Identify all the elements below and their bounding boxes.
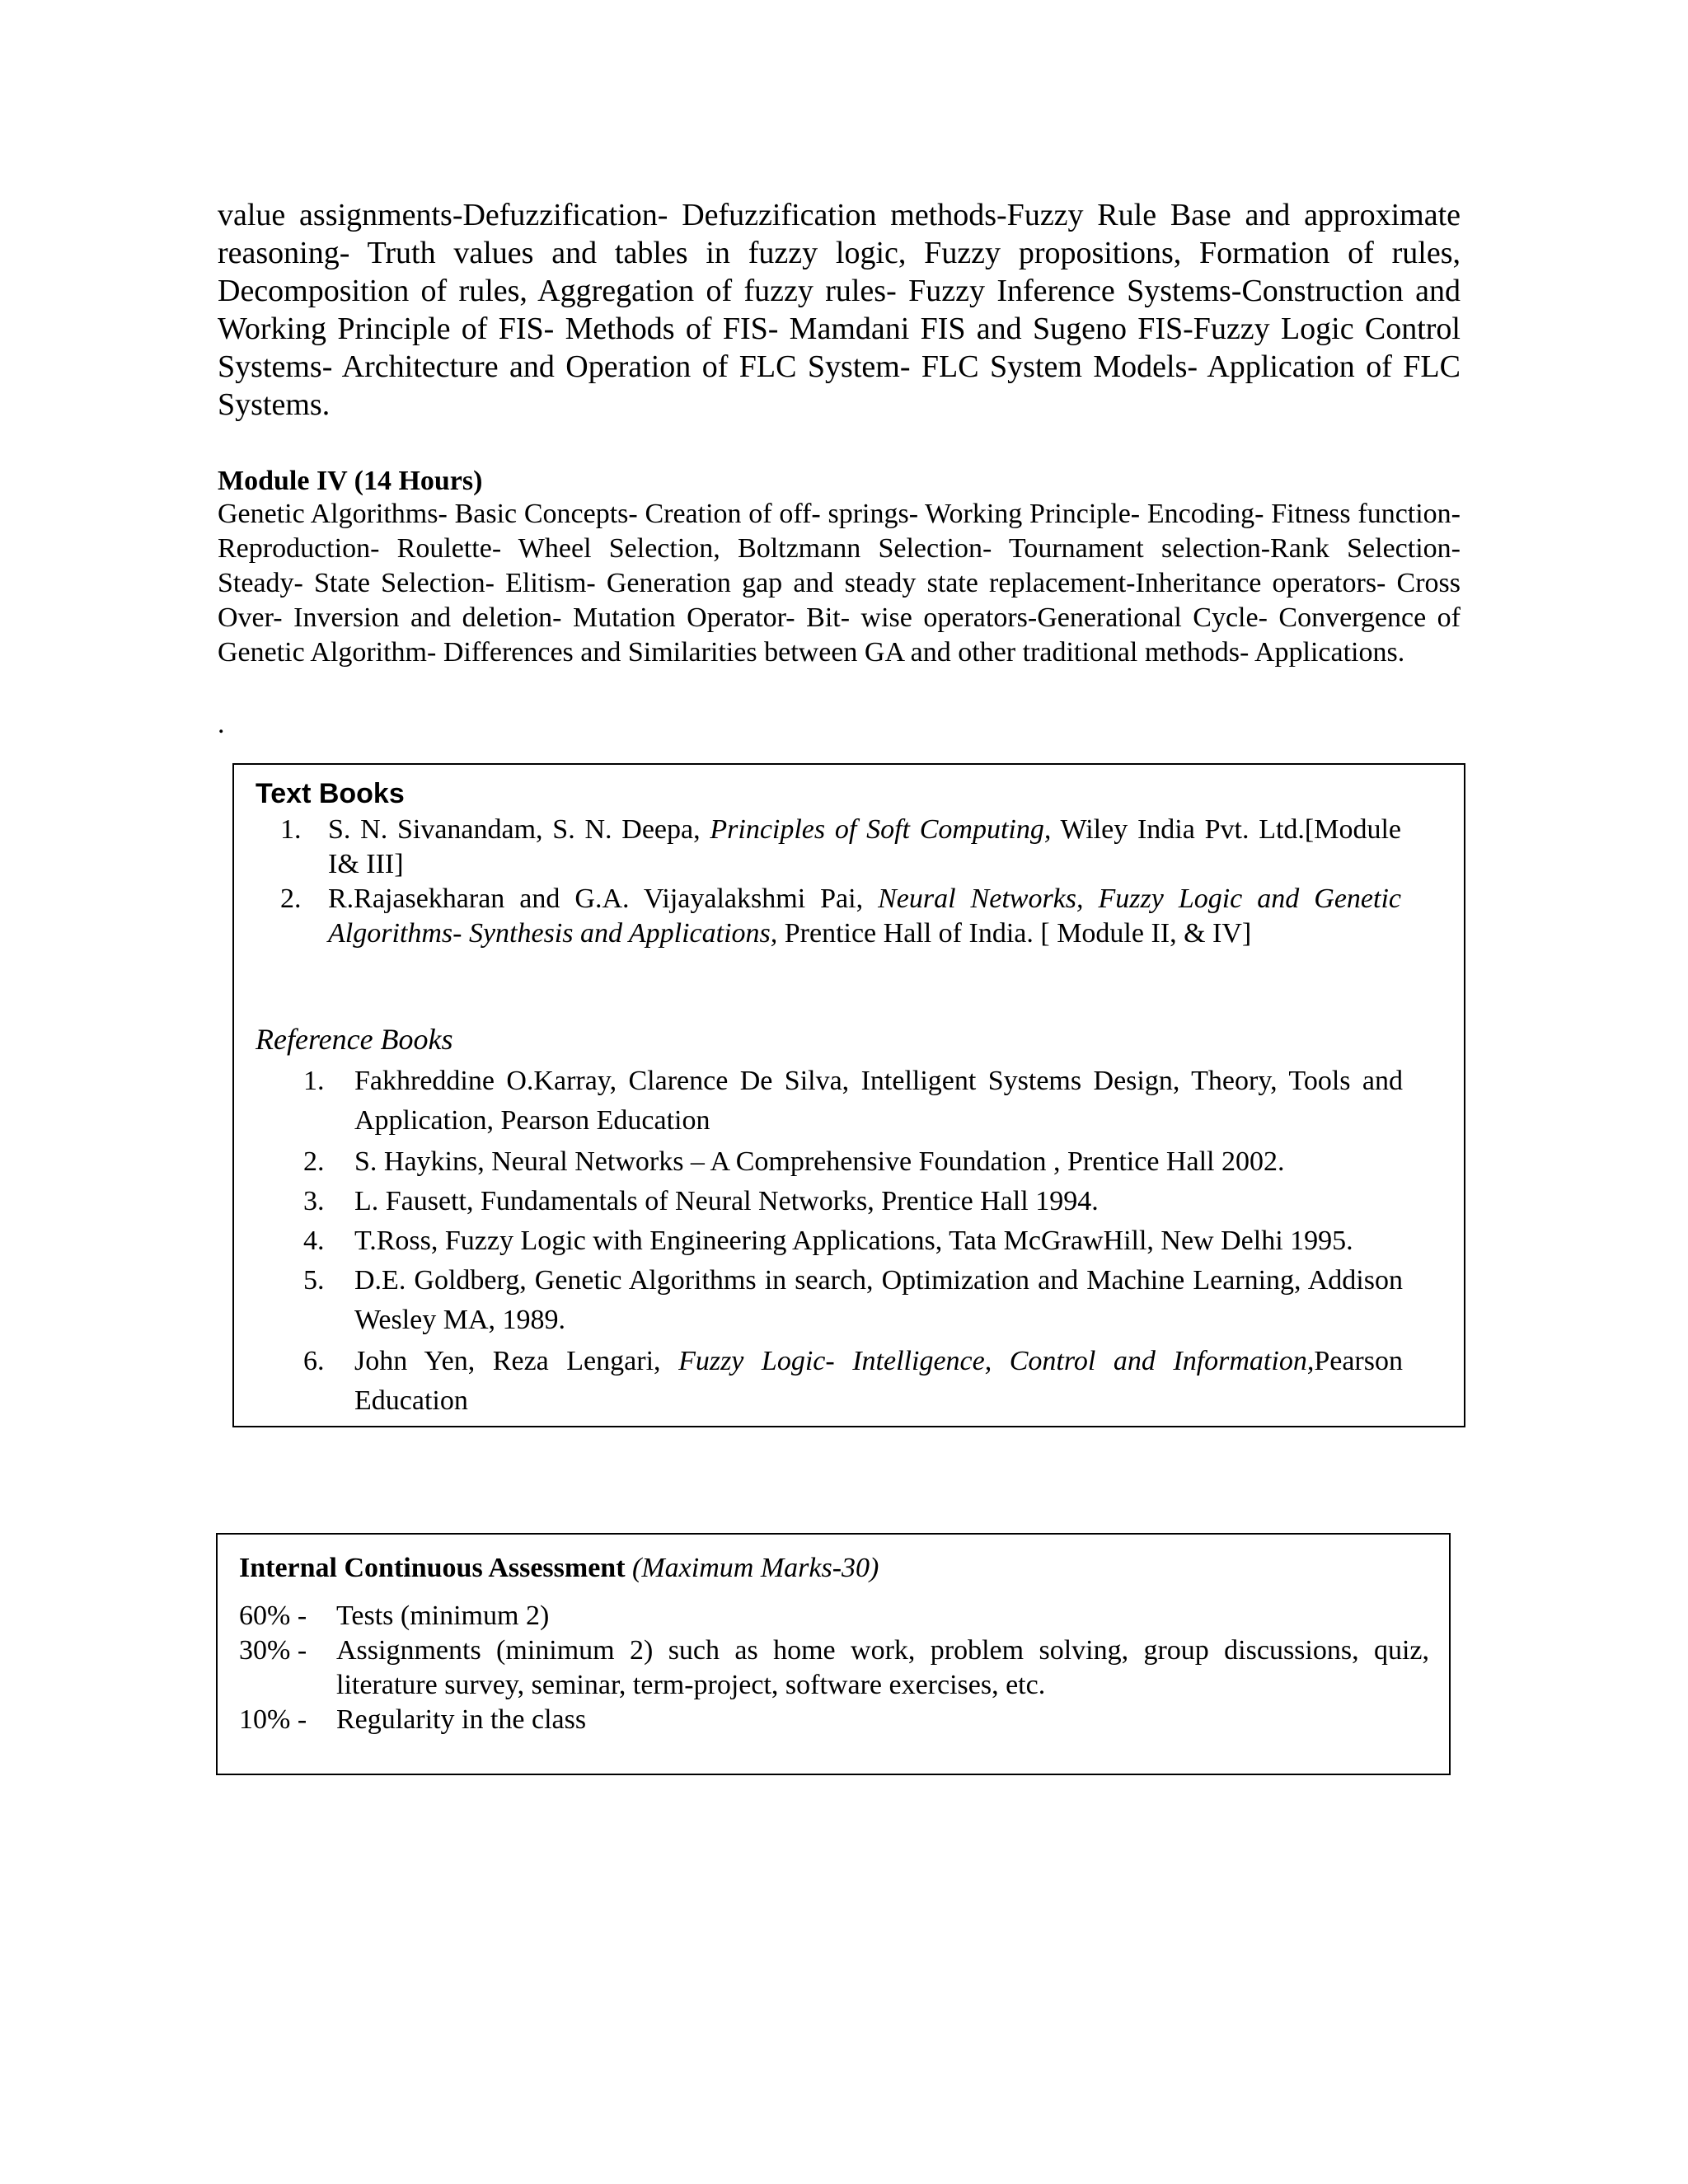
text-book-publisher: Prentice Hall of India. [ Module II, & IV] [777,918,1252,949]
intro-paragraph: value assignments-Defuzzification- Defuzzification methods-Fuzzy Rule Base and approximate reasoning- Truth values and tables in fuzzy logic, Fuzzy propositions, Formation of rules, Decomposition of rules, Aggregation of fuzzy rules- Fuzzy Inference Systems-Construction and Working Principle of FIS- Methods of FIS- Mamdani FIS and Sugeno FIS-Fuzzy Logic Control Systems- Architecture and Operation of FLC System- FLC System Models- Application of FLC Systems. [218,198,1461,422]
books-box [232,763,1465,1427]
text-book-publisher: Wiley India Pvt. Ltd.[Module I& III] [328,814,1402,879]
reference-book-item [303,1182,1403,1221]
list-number: 5. [303,1265,325,1296]
assessment-title [239,1551,879,1586]
assessment-text: Assignments (minimum 2) such as home work, problem solving, group discussions, quiz, literature survey, seminar, term-project, software exercises, etc. [336,1635,1429,1700]
list-number: 1. [280,814,302,845]
assessment-percent: 30% - [239,1635,307,1666]
text-book-item [280,882,1401,951]
reference-book-text: D.E. Goldberg, Genetic Algorithms in search, Optimization and Machine Learning, Addison Wesley MA, 1989. [354,1265,1403,1335]
text-book-item [280,813,1402,882]
reference-book-text: T.Ross, Fuzzy Logic with Engineering Applications, Tata McGrawHill, New Delhi 1995. [354,1226,1353,1256]
reference-book-authors: John Yen, Reza Lengari, [354,1346,679,1376]
reference-book-title: Fuzzy Logic- Intelligence, Control and Information, [678,1346,1315,1376]
reference-book-publisher: Pearson Education [354,1346,1403,1416]
list-number: 2. [280,883,302,914]
reference-book-item [303,1261,1403,1340]
assessment-percent: 10% - [239,1704,307,1735]
stray-period: . [218,709,225,739]
assessment-text: Tests (minimum 2) [336,1601,550,1631]
text-book-authors: R.Rajasekharan and G.A. Vijayalakshmi Pai, [328,883,879,914]
reference-book-item [303,1142,1403,1182]
text-book-title: Principles of Soft Computing, [710,814,1052,845]
assessment-text: Regularity in the class [336,1704,587,1735]
reference-book-text: L. Fausett, Fundamentals of Neural Networks, Prentice Hall 1994. [354,1186,1099,1216]
list-number: 3. [303,1186,325,1216]
text-book-title: Neural Networks, Fuzzy Logic and Genetic Algorithms- Synthesis and Applications, [328,883,1401,949]
text-book-authors: S. N. Sivanandam, S. N. Deepa, [328,814,710,845]
text-books-title: Text Books [256,778,405,809]
reference-books-title: Reference Books [256,1023,453,1056]
reference-book-item [303,1342,1403,1421]
assessment-heading: Internal Continuous Assessment [239,1553,626,1583]
reference-book-item [303,1221,1403,1261]
list-number: 2. [303,1146,325,1177]
reference-book-item [303,1062,1403,1141]
reference-book-text: S. Haykins, Neural Networks – A Comprehensive Foundation , Prentice Hall 2002. [354,1146,1285,1177]
module-iv-heading: Module IV (14 Hours) [218,466,483,496]
assessment-box [216,1533,1451,1775]
assessment-max-marks: (Maximum Marks-30) [632,1553,879,1583]
reference-book-text: Fakhreddine O.Karray, Clarence De Silva, Intelligent Systems Design, Theory, Tools and Application, Pearson Education [354,1066,1403,1136]
list-number: 1. [303,1066,325,1096]
list-number: 4. [303,1226,325,1256]
module-iv-body: Genetic Algorithms- Basic Concepts- Creation of off- springs- Working Principle- Encoding- Fitness function- Reproduction- Roulette- Wheel Selection, Boltzmann Selection- Tournament selection-Rank Selection- Steady- State Selection- Elitism- Generation gap and steady state replacement-Inheritance operators- Cross Over- Inversion and deletion- Mutation Operator- Bit- wise operators-Generational Cycle- Convergence of Genetic Algorithm- Differences and Similarities between GA and other traditional methods- Applications. [218,499,1461,668]
list-number: 6. [303,1346,325,1376]
assessment-percent: 60% - [239,1601,307,1631]
